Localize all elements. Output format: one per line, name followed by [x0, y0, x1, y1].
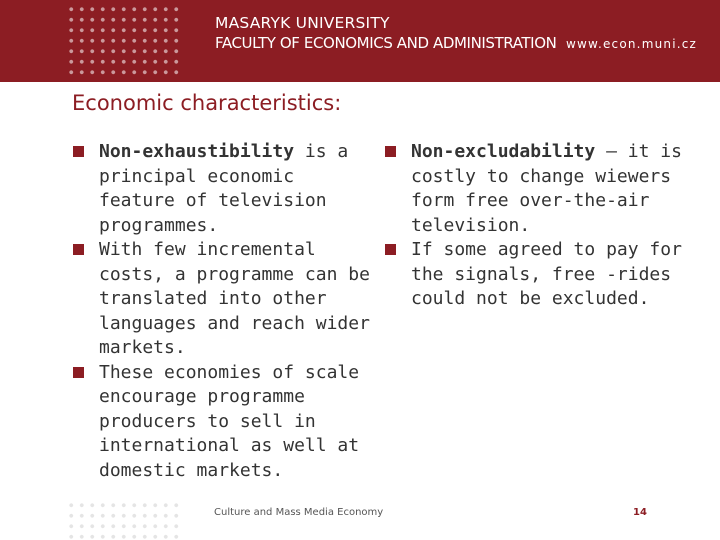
- bullet-bold-term: Non-exhaustibility: [99, 141, 295, 162]
- faculty-name: FACULTY OF ECONOMICS AND ADMINISTRATION: [215, 34, 557, 52]
- bullet-square-icon: [385, 244, 396, 255]
- logo-dot-grid: [66, 4, 184, 80]
- bullet-item: [71, 238, 376, 361]
- bullet-bold-term: Non-excludability: [411, 141, 596, 162]
- bullet-item: [383, 140, 693, 238]
- slide-title: Economic characteristics:: [72, 91, 342, 115]
- bullet-item: [383, 238, 693, 312]
- bullet-item: [71, 361, 376, 484]
- bullet-text: is a principal economic feature of television programmes.: [99, 141, 349, 236]
- bullet-square-icon: [73, 244, 84, 255]
- bullet-square-icon: [73, 367, 84, 378]
- bullet-item: [71, 140, 376, 238]
- page-number: 14: [633, 507, 647, 518]
- university-name: MASARYK UNIVERSITY: [215, 14, 390, 32]
- bullet-text: – it is costly to change wiewers form free over-the-air television.: [411, 141, 682, 236]
- right-column: [383, 140, 693, 312]
- header-bar: [0, 0, 720, 82]
- bullet-square-icon: [385, 146, 396, 157]
- footer-dot-grid: [66, 500, 184, 540]
- bullet-text: These economies of scale encourage programme producers to sell in international as well at domestic markets.: [99, 361, 360, 481]
- bullet-text: With few incremental costs, a programme can be translated into other languages and reach wider markets.: [99, 239, 370, 358]
- bullet-text: If some agreed to pay for the signals, free -rides could not be excluded.: [411, 239, 682, 309]
- footer-course-title: Culture and Mass Media Economy: [214, 507, 384, 518]
- left-column: [71, 140, 376, 483]
- bullet-square-icon: [73, 146, 84, 157]
- website-link[interactable]: www.econ.muni.cz: [566, 37, 698, 51]
